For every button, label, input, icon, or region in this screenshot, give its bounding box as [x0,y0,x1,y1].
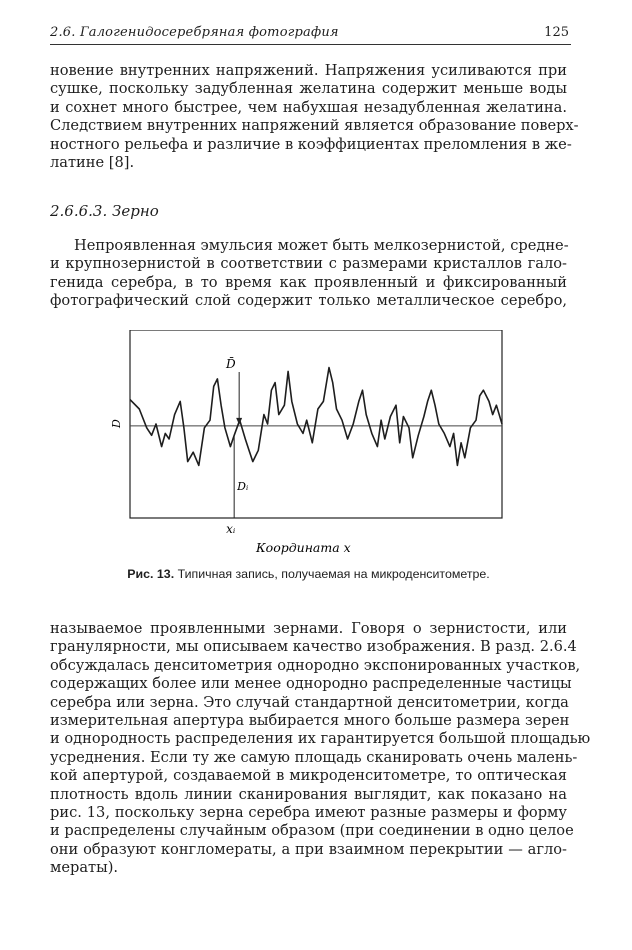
xi-label: xᵢ [226,522,236,536]
text-line: серебра или зерна. Это случай стандартной денситометрии, когда [50,693,569,711]
text-line: и однородность распределения их гарантируется большой площадью [50,730,591,748]
text-line: ностного рельефа и различие в коэффициентах преломления в же- [50,135,572,153]
figure-13 [110,330,520,558]
mean-density-label: D̄ [226,357,236,371]
text-line: сушке, поскольку задубленная желатина содержит меньше воды [50,80,567,98]
text-line: Следствием внутренних напряжений является образование поверх- [50,117,579,135]
page-number: 125 [544,25,569,40]
running-title: 2.6. Галогенидосеребряная фотография [50,25,339,40]
text-line: и распределены случайным образом (при соединении в одно целое [50,822,574,840]
text-line: латине [8]. [50,154,135,172]
page-header [50,22,571,45]
paragraph-continuation [50,62,579,172]
caption-text: Типичная запись, получаемая на микроденситометре. [174,567,490,581]
densitometer-chart [110,330,520,558]
density-trace [130,368,502,466]
text-line: и сохнет много быстрее, чем набухшая незадубленная желатина. [50,98,567,116]
text-line: мераты). [50,859,119,877]
text-line: кой апертурой, создаваемой в микроденситометре, то оптическая [50,767,567,785]
text-line: плотность вдоль линии сканирования выглядит, как показано на [50,785,567,803]
paragraph-grain-description [50,620,591,878]
paragraph-grain-intro [50,237,567,311]
text-line: гранулярности, мы описываем качество изображения. В разд. 2.6.4 [50,638,577,656]
text-line: усреднения. Если ту же самую площадь сканировать очень малень- [50,748,578,766]
local-density-label: Dᵢ [237,480,249,493]
text-line: измерительная апертура выбирается много больше размера зерен [50,712,570,730]
text-line: Непроявленная эмульсия может быть мелкозернистой, средне- [74,237,569,254]
text-line: содержащих более или менее однородно распределенные частицы [50,675,572,693]
text-line: они образуют конгломераты, а при взаимном перекрытии — агло- [50,840,567,858]
caption-label: Рис. 13. [127,567,175,581]
figure-caption [50,567,567,581]
text-line: новение внутренних напряжений. Напряжения усиливаются при [50,62,567,79]
text-line: обсуждалась денситометрия однородно экспонированных участков, [50,656,581,674]
text-line: и крупнозернистой в соответствии с размерами кристаллов гало- [50,255,567,273]
section-heading: 2.6.6.3. Зерно [50,202,159,220]
text-line: генида серебра, в то время как проявленный и фиксированный [50,273,567,291]
text-line: фотографический слой содержит только металлическое серебро, [50,292,567,310]
text-line: рис. 13, поскольку зерна серебра имеют разные размеры и форму [50,804,567,822]
y-axis-label: D [110,419,123,428]
x-axis-label: Координата x [256,540,351,555]
text-line: называемое проявленными зернами. Говоря о зернистости, или [50,620,567,637]
